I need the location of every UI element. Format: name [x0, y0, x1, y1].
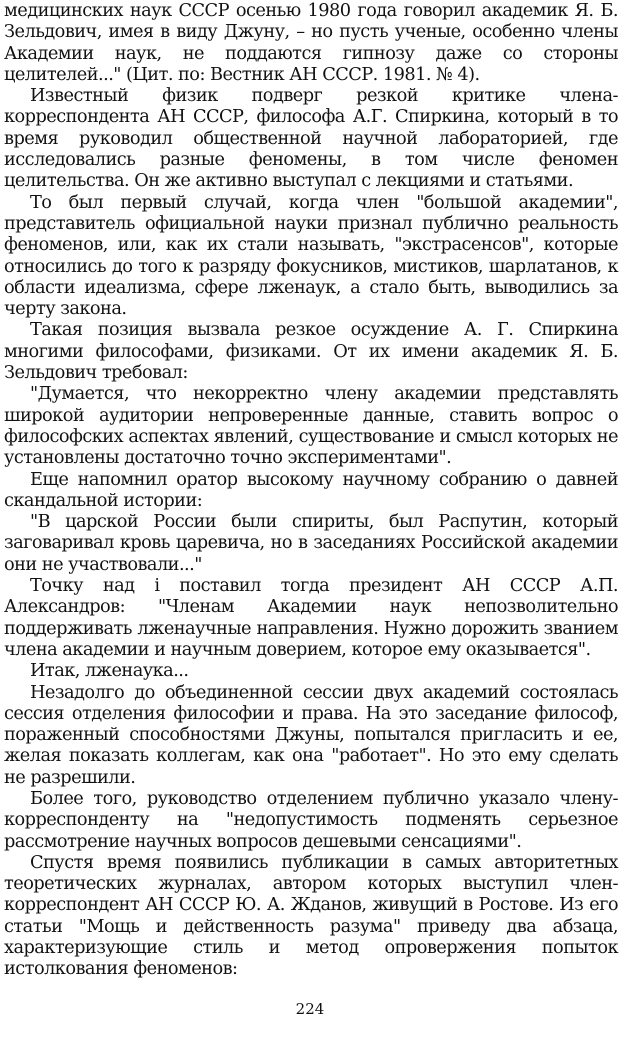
- paragraph: Незадолго до объединенной сессии двух академий состоялась сессия отделения философии и права. На это заседание философ, пораженный способностями Джуны, попытался пригласить и ее, желая показать коллегам, как она "работает". Но это ему сделать не разрешили.: [4, 682, 618, 788]
- paragraph: Еще напомнил оратор высокому научному собранию о давней скандальной истории:: [4, 469, 618, 511]
- paragraph: Итак, лженаука...: [30, 661, 189, 682]
- paragraph: Известный физик подверг резкой критике члена-корреспондента АН СССР, философа А.Г. Спиркина, который в то время руководил общественной научной лабораторией, где исследовались разные феномены, в том числе феномен целительства. Он же активно выступал с лекциями и статьями.: [4, 86, 618, 192]
- quote-paragraph: "В царской России были спириты, был Распутин, который заговаривал кровь царевича, но в заседаниях Российской академии они не участвовали...": [4, 512, 618, 575]
- paragraph: Более того, руководство отделением публично указало члену-корреспонденту на "недопустимость подменять серьезное рассмотрение научных вопросов дешевыми сенсациями".: [4, 788, 618, 852]
- paragraph: То был первый случай, когда член "большой академии", представитель официальной науки признал публично реальность феноменов, или, как их стали называть, "экстрасенсов", которые относились до того к разряду фокусников, мистиков, шарлатанов, к области идеализма, сфере лженаук, а стало быть, выводились за черту закона.: [4, 192, 618, 320]
- page-text: [4, 1, 618, 981]
- paragraph: Точку над i поставил тогда президент АН СССР А.П. Александров: "Членам Академии наук непозволительно поддерживать лженаучные направления. Нужно дорожить званием члена академии и научным доверием, которое ему оказывается".: [4, 576, 618, 660]
- paragraph: Спустя время появились публикации в самых авторитетных теоретических журналах, автором которых выступил член-корреспондент АН СССР Ю. А. Жданов, живущий в Ростове. Из его статьи "Мощь и действенность разума" приведу два абзаца, характеризующие стиль и метод опровержения попыток истолкования феноменов:: [4, 852, 618, 980]
- quote-paragraph: "Думается, что некорректно члену академии представлять широкой аудитории непроверенные данные, ставить вопрос о философских аспектах явлений, существование и смысл которых не установлены достаточно точно экспериментами".: [4, 384, 618, 469]
- paragraph: медицинских наук СССР осенью 1980 года говорил академик Я. Б. Зельдович, имея в виду Джуну, – но пусть ученые, особенно члены Академии наук, не поддаются гипнозу даже со стороны целителей..." (Цит. по: Вестник АН СССР. 1981. № 4).: [4, 1, 618, 85]
- paragraph: Такая позиция вызвала резкое осуждение А. Г. Спиркина многими философами, физиками. От их имени академик Я. Б. Зельдович требовал:: [4, 320, 618, 384]
- page-number: 224: [295, 1000, 325, 1018]
